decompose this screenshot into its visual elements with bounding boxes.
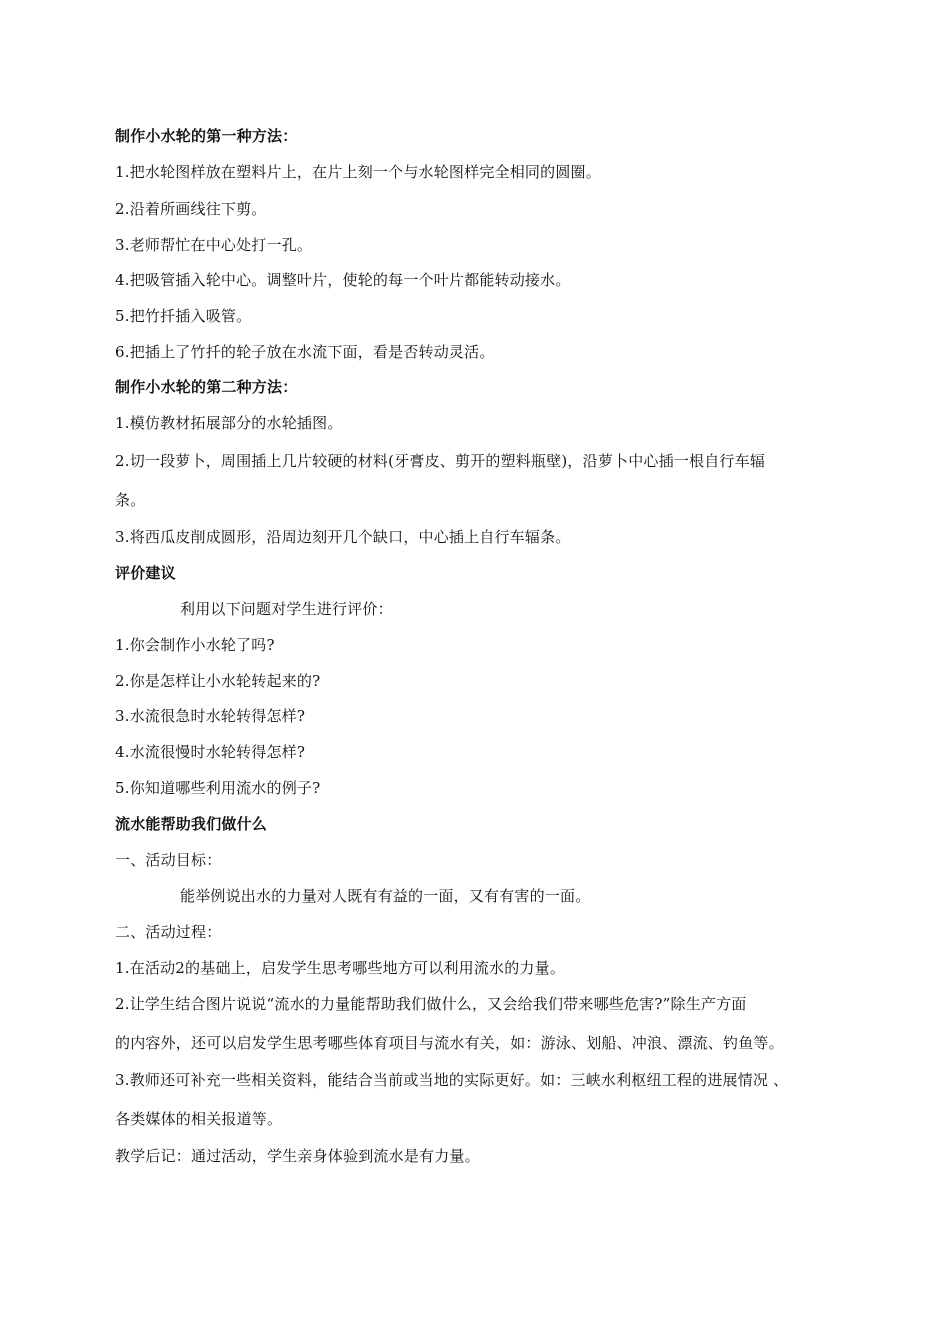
- evaluation-question-2: 2.你是怎样让小水轮转起来的?: [115, 672, 321, 690]
- method-one-step-5: 5.把竹扦插入吸管。: [115, 307, 252, 325]
- activity-process-line-4: 3.教师还可补充一些相关资料，能结合当前或当地的实际更好。如：三峡水利枢纽工程的进展情况 、: [115, 1071, 789, 1089]
- method-one-step-6: 6.把插上了竹扦的轮子放在水流下面，看是否转动灵活。: [115, 343, 495, 361]
- activity-heading: 流水能帮助我们做什么: [115, 815, 268, 833]
- method-two-step-1: 1.模仿教材拓展部分的水轮插图。: [115, 414, 343, 432]
- method-one-step-3: 3.老师帮忙在中心处打一孔。: [115, 236, 313, 254]
- evaluation-heading: 评价建议: [115, 564, 176, 582]
- activity-goal-title: 一、活动目标：: [115, 851, 222, 869]
- activity-process-line-3: 的内容外，还可以启发学生思考哪些体育项目与流水有关，如：游泳、划船、冲浪、漂流、钓鱼等。: [115, 1034, 784, 1052]
- activity-process-line-5: 各类媒体的相关报道等。: [115, 1110, 283, 1128]
- teaching-postscript: 教学后记：通过活动，学生亲身体验到流水是有力量。: [115, 1147, 480, 1165]
- evaluation-intro: 利用以下问题对学生进行评价：: [180, 600, 393, 618]
- activity-process-title: 二、活动过程：: [115, 923, 222, 941]
- activity-process-line-2: 2.让学生结合图片说说“流水的力量能帮助我们做什么，又会给我们带来哪些危害?”除生产方面: [115, 995, 747, 1013]
- method-one-step-4: 4.把吸管插入轮中心。调整叶片，使轮的每一个叶片都能转动接水。: [115, 271, 571, 289]
- method-one-step-1: 1.把水轮图样放在塑料片上，在片上刻一个与水轮图样完全相同的圆圈。: [115, 163, 601, 181]
- evaluation-question-4: 4.水流很慢时水轮转得怎样?: [115, 743, 306, 761]
- method-one-step-2: 2.沿着所画线往下剪。: [115, 200, 267, 218]
- evaluation-question-1: 1.你会制作小水轮了吗?: [115, 636, 275, 654]
- activity-goal-text: 能举例说出水的力量对人既有有益的一面，又有有害的一面。: [180, 887, 591, 905]
- method-two-step-3: 3.将西瓜皮削成圆形，沿周边刻开几个缺口，中心插上自行车辐条。: [115, 528, 571, 546]
- method-one-heading: 制作小水轮的第一种方法：: [115, 127, 298, 145]
- evaluation-question-5: 5.你知道哪些利用流水的例子?: [115, 779, 321, 797]
- evaluation-question-3: 3.水流很急时水轮转得怎样?: [115, 707, 306, 725]
- method-two-heading: 制作小水轮的第二种方法：: [115, 378, 298, 396]
- activity-process-line-1: 1.在活动2的基础上，启发学生思考哪些地方可以利用流水的力量。: [115, 959, 566, 977]
- method-two-step-2: 2.切一段萝卜，周围插上几片较硬的材料(牙膏皮、剪开的塑料瓶壁)，沿萝卜中心插一根自行车辐: [115, 452, 766, 470]
- method-two-step-2-cont: 条。: [115, 491, 146, 509]
